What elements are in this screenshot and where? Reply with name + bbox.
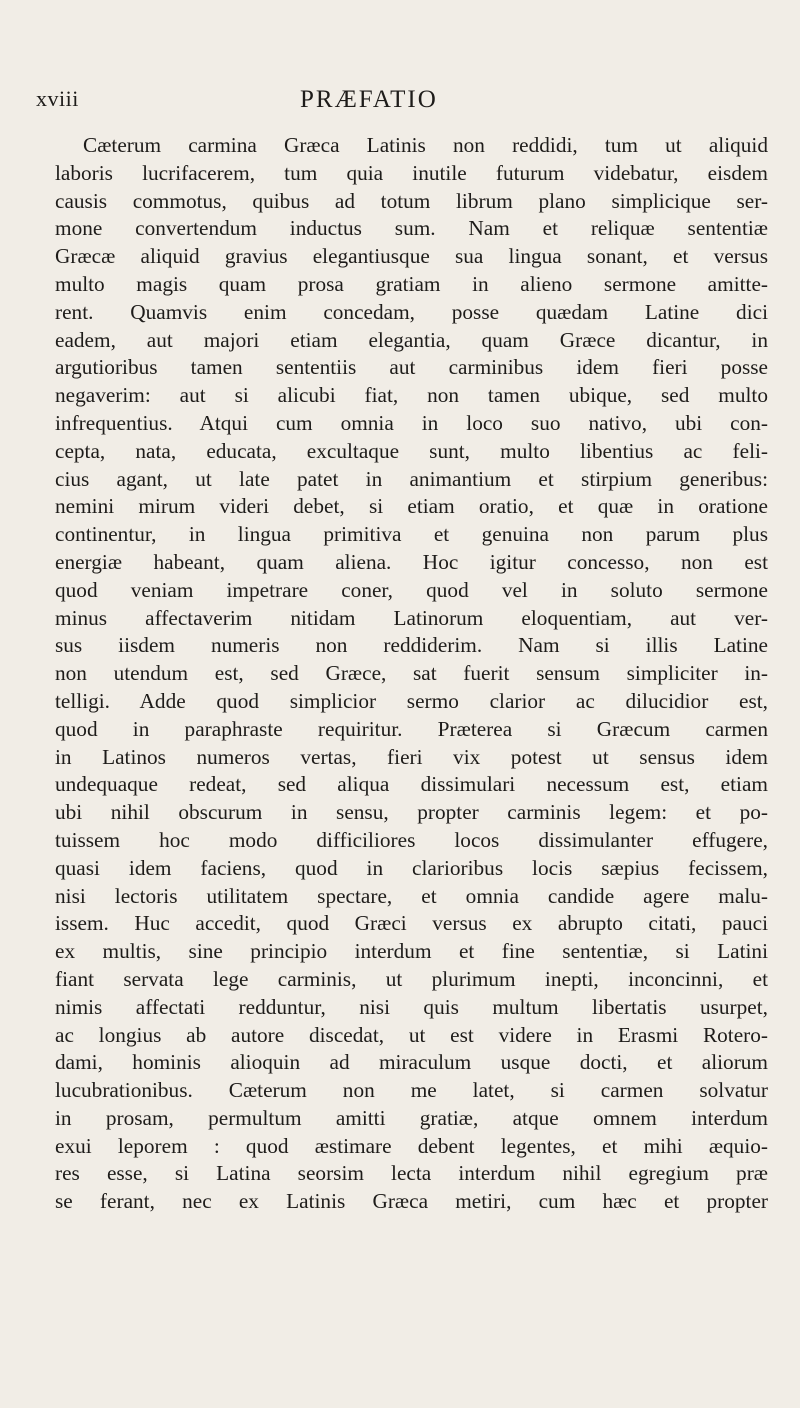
- text-line: cius agant, ut late patet in animantium et stirpium generibus:: [55, 466, 768, 491]
- text-line: nemini mirum videri debet, si etiam oratio, et quæ in oratione: [55, 494, 768, 519]
- text-line: in prosam, permultum amitti gratiæ, atque omnem interdum: [55, 1105, 768, 1130]
- text-line: rent. Quamvis enim concedam, posse quædam Latine dici: [55, 299, 768, 324]
- text-line: mone convertendum inductus sum. Nam et reliquæ sententiæ: [55, 216, 768, 241]
- text-line: continentur, in lingua primitiva et genuina non parum plus: [55, 522, 768, 547]
- text-line: Græcæ aliquid gravius elegantiusque sua lingua sonant, et versus: [55, 244, 768, 269]
- text-line: res esse, si Latina seorsim lecta interdum nihil egregium præ: [55, 1161, 768, 1186]
- text-line: nisi lectoris utilitatem spectare, et omnia candide agere malu-: [55, 883, 768, 908]
- text-line: laboris lucrifacerem, tum quia inutile futurum videbatur, eisdem: [55, 160, 768, 185]
- text-line: nimis affectati redduntur, nisi quis multum libertatis usurpet,: [55, 994, 768, 1019]
- running-head: PRÆFATIO: [300, 86, 438, 113]
- text-line: ac longius ab autore discedat, ut est videre in Erasmi Rotero-: [55, 1022, 768, 1047]
- text-line: minus affectaverim nitidam Latinorum eloquentiam, aut ver-: [55, 605, 768, 630]
- text-line: cepta, nata, educata, excultaque sunt, multo libentius ac feli-: [55, 438, 768, 463]
- text-line: se ferant, nec ex Latinis Græca metiri, cum hæc et propter: [55, 1189, 768, 1214]
- text-line: lucubrationibus. Cæterum non me latet, si carmen solvatur: [55, 1078, 768, 1103]
- text-line: ubi nihil obscurum in sensu, propter carminis legem: et po-: [55, 800, 768, 825]
- text-line: quod in paraphraste requiritur. Præterea si Græcum carmen: [55, 716, 768, 741]
- text-line: eadem, aut majori etiam elegantia, quam Græce dicantur, in: [55, 327, 768, 352]
- text-line: non utendum est, sed Græce, sat fuerit sensum simpliciter in-: [55, 661, 768, 686]
- text-line: in Latinos numeros vertas, fieri vix potest ut sensus idem: [55, 744, 768, 769]
- text-line: fiant servata lege carminis, ut plurimum inepti, inconcinni, et: [55, 966, 768, 991]
- text-line: negaverim: aut si alicubi fiat, non tamen ubique, sed multo: [55, 383, 768, 408]
- text-line: sus iisdem numeris non reddiderim. Nam si illis Latine: [55, 633, 768, 658]
- page-number: xviii: [36, 86, 79, 111]
- text-line: energiæ habeant, quam aliena. Hoc igitur concesso, non est: [55, 549, 768, 574]
- text-line: issem. Huc accedit, quod Græci versus ex abrupto citati, pauci: [55, 911, 768, 936]
- text-line: ex multis, sine principio interdum et fine sententiæ, si Latini: [55, 939, 768, 964]
- text-line: quod veniam impetrare coner, quod vel in soluto sermone: [55, 577, 768, 602]
- text-line: exui leporem : quod æstimare debent legentes, et mihi æquio-: [55, 1133, 768, 1158]
- text-line: quasi idem faciens, quod in clarioribus locis sæpius fecissem,: [55, 855, 768, 880]
- body-text: [55, 132, 768, 1216]
- text-line: Cæterum carmina Græca Latinis non reddidi, tum ut aliquid: [83, 133, 768, 157]
- text-line: undequaque redeat, sed aliqua dissimulari necessum est, etiam: [55, 772, 768, 797]
- text-line: argutioribus tamen sententiis aut carminibus idem fieri posse: [55, 355, 768, 380]
- text-line: multo magis quam prosa gratiam in alieno sermone amitte-: [55, 271, 768, 296]
- text-line: tuissem hoc modo difficiliores locos dissimulanter effugere,: [55, 827, 768, 852]
- text-line: causis commotus, quibus ad totum librum plano simplicique ser-: [55, 188, 768, 213]
- text-line: telligi. Adde quod simplicior sermo clarior ac dilucidior est,: [55, 688, 768, 713]
- text-line: dami, hominis alioquin ad miraculum usque docti, et aliorum: [55, 1050, 768, 1075]
- text-line: infrequentius. Atqui cum omnia in loco suo nativo, ubi con-: [55, 410, 768, 435]
